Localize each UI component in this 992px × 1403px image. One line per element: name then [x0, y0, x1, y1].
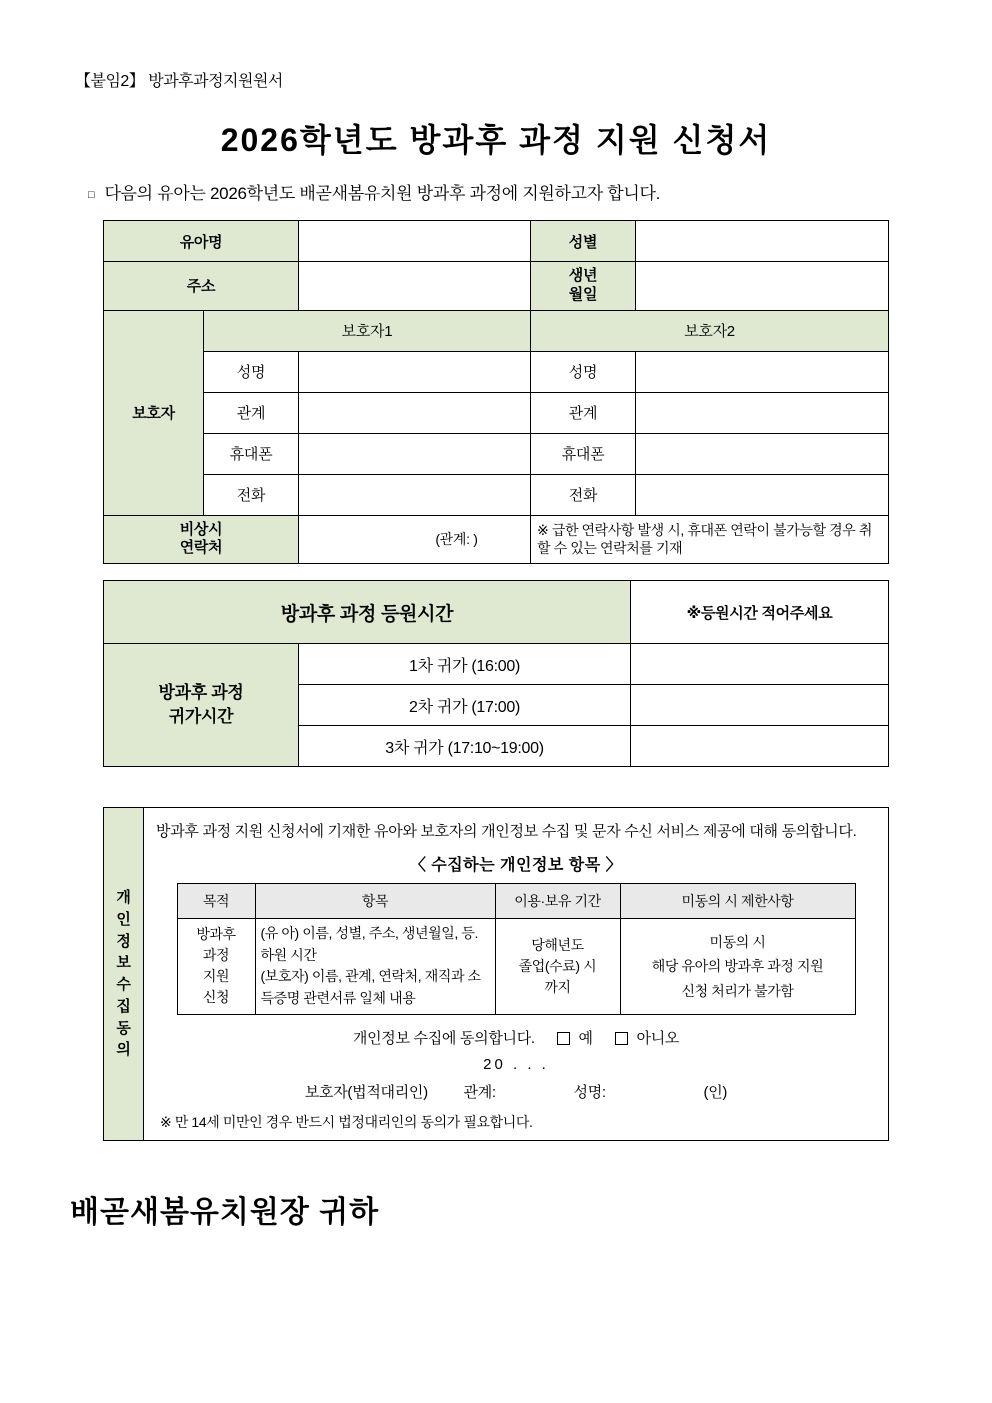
emergency-label-line2: 연락처 — [179, 539, 223, 557]
schedule-table — [103, 580, 889, 767]
arrival-time-note: ※등원시간 적어주세요 — [631, 581, 889, 644]
emergency-contact-note: ※ 급한 연락사항 발생 시, 휴대폰 연락이 불가능할 경우 취할 수 있는 연락처를 기재 — [531, 515, 889, 564]
consent-yes-checkbox[interactable] — [557, 1032, 570, 1045]
privacy-items-line1: (유 아) 이름, 성별, 주소, 생년월일, 등.하원 시간 — [260, 925, 479, 963]
consent-no-label: 아니오 — [636, 1029, 680, 1047]
spacer — [70, 564, 922, 580]
gender-value[interactable] — [636, 221, 889, 262]
signature-name-label[interactable]: 성명: — [573, 1083, 606, 1101]
intro-text: 다음의 유아는 2026학년도 배곧새봄유치원 방과후 과정에 지원하고자 합니다. — [104, 184, 661, 203]
privacy-body — [144, 808, 889, 1141]
guardian2-relation-value[interactable] — [636, 392, 889, 433]
page-title: 2026학년도 방과후 과정 지원 신청서 — [220, 122, 772, 158]
arrival-time-title: 방과후 과정 등원시간 — [103, 581, 630, 644]
privacy-header-items: 항목 — [255, 884, 495, 919]
table-row — [103, 392, 888, 433]
child-name-value[interactable] — [299, 221, 531, 262]
consent-no-checkbox[interactable] — [615, 1032, 628, 1045]
guardian2-name-value[interactable] — [636, 351, 889, 392]
privacy-footnote: ※ 만 14세 미만인 경우 반드시 법정대리인의 동의가 필요합니다. — [160, 1113, 533, 1130]
privacy-side-char: 집 — [116, 997, 131, 1015]
guardian1-relation-value[interactable] — [299, 392, 531, 433]
guardian2-relation-label: 관계 — [531, 392, 636, 433]
consent-row — [156, 1027, 876, 1048]
privacy-header-limit: 미동의 시 제한사항 — [620, 884, 855, 919]
guardian2-mobile-label: 휴대폰 — [531, 433, 636, 474]
guardian1-name-label: 성명 — [203, 351, 298, 392]
guardian1-phone-value[interactable] — [299, 474, 531, 515]
privacy-consent-table — [103, 807, 889, 1141]
table-row — [103, 262, 888, 311]
signature-relation-label[interactable]: 관계: — [463, 1083, 496, 1101]
table-row — [177, 919, 855, 1015]
date-line[interactable]: 20 . . . — [483, 1055, 549, 1073]
birthdate-label-line1: 생년 — [568, 267, 598, 284]
table-row — [103, 433, 888, 474]
privacy-purpose-line: 과정 — [202, 947, 230, 964]
table-row — [104, 808, 889, 1141]
table-row — [103, 221, 888, 262]
recipient-line: 배곧새봄유치원장 귀하 — [70, 1195, 380, 1229]
privacy-side-char: 수 — [116, 976, 131, 994]
emergency-contact-label — [103, 515, 298, 564]
table-row — [103, 474, 888, 515]
privacy-side-char: 동 — [116, 1019, 131, 1037]
bullet-icon: □ — [88, 188, 95, 201]
table-row — [103, 515, 888, 564]
privacy-header-period: 이용·보유 기간 — [495, 884, 620, 919]
consent-question: 개인정보 수집에 동의합니다. — [352, 1029, 535, 1047]
table-row — [103, 644, 888, 685]
consent-yes-label: 예 — [578, 1029, 593, 1047]
guardian1-mobile-value[interactable] — [299, 433, 531, 474]
privacy-items-line2: (보호자) 이름, 관계, 연락처, 재직과 소득증명 관련서류 일체 내용 — [260, 968, 481, 1007]
guardian1-phone-label: 전화 — [203, 474, 298, 515]
privacy-intro-text: 방과후 과정 지원 신청서에 기재한 유아와 보호자의 개인정보 수집 및 문자 수신 서비스 제공에 대해 동의합니다. — [156, 823, 857, 841]
privacy-period-line: 졸업(수료) 시 — [518, 957, 597, 974]
privacy-side-char: 보 — [116, 954, 131, 972]
signature-line — [156, 1081, 876, 1102]
guardian2-mobile-value[interactable] — [636, 433, 889, 474]
guardian1-relation-label: 관계 — [203, 392, 298, 433]
privacy-side-char: 의 — [116, 1041, 131, 1059]
privacy-side-label — [104, 808, 144, 1141]
address-label: 주소 — [103, 262, 298, 311]
privacy-subtitle: 〈 수집하는 개인정보 항목 〉 — [409, 857, 623, 875]
return-option-1-value[interactable] — [631, 644, 889, 685]
guardian1-label: 보호자1 — [203, 310, 530, 351]
guardian2-phone-value[interactable] — [636, 474, 889, 515]
gender-label: 성별 — [531, 221, 636, 262]
intro-paragraph — [88, 179, 922, 204]
privacy-side-char: 인 — [116, 910, 131, 928]
guardian2-phone-label: 전화 — [531, 474, 636, 515]
return-option-3-value[interactable] — [631, 726, 889, 767]
privacy-purpose-line: 지원 — [202, 968, 230, 985]
signature-guardian-label: 보호자(법적대리인) — [304, 1083, 428, 1101]
privacy-period-line: 까지 — [544, 978, 571, 995]
privacy-period-cell — [495, 919, 620, 1015]
signature-seal-label: (인) — [703, 1083, 728, 1101]
address-value[interactable] — [299, 262, 531, 311]
emergency-contact-value[interactable]: (관계: ) — [299, 515, 531, 564]
birthdate-label-line2: 월일 — [568, 285, 598, 303]
guardian2-name-label: 성명 — [531, 351, 636, 392]
guardian2-label: 보호자2 — [531, 310, 889, 351]
spacer — [70, 767, 922, 807]
privacy-purpose-line: 방과후 — [196, 926, 236, 943]
return-time-label — [103, 644, 298, 767]
table-row — [177, 884, 855, 919]
return-option-1-label: 1차 귀가 (16:00) — [298, 644, 630, 685]
emergency-label-line1: 비상시 — [179, 520, 223, 538]
privacy-limit-line: 신청 처리가 불가함 — [681, 982, 794, 999]
return-time-label-line2: 귀가시간 — [168, 707, 234, 727]
privacy-side-char: 정 — [116, 932, 131, 950]
privacy-purpose-line: 신청 — [202, 989, 230, 1006]
attachment-label: 【붙임2】 방과후과정지원원서 — [75, 73, 283, 90]
table-row — [103, 581, 888, 644]
privacy-limit-cell — [620, 919, 855, 1015]
return-option-2-label: 2차 귀가 (17:00) — [298, 685, 630, 726]
guardian1-name-value[interactable] — [299, 351, 531, 392]
return-option-3-label: 3차 귀가 (17:10~19:00) — [298, 726, 630, 767]
privacy-items-table — [177, 883, 856, 1015]
table-row — [103, 310, 888, 351]
applicant-info-table — [103, 220, 889, 564]
birthdate-value[interactable] — [636, 262, 889, 311]
table-row — [103, 351, 888, 392]
return-option-2-value[interactable] — [631, 685, 889, 726]
birthdate-label — [531, 262, 636, 311]
guardian-label: 보호자 — [103, 310, 203, 515]
child-name-label: 유아명 — [103, 221, 298, 262]
privacy-period-line: 당해년도 — [531, 936, 584, 953]
privacy-purpose-cell — [177, 919, 255, 1015]
return-time-label-line1: 방과후 과정 — [158, 683, 244, 703]
guardian1-mobile-label: 휴대폰 — [203, 433, 298, 474]
privacy-side-char: 개 — [116, 889, 131, 907]
privacy-header-purpose: 목적 — [177, 884, 255, 919]
privacy-limit-line: 해당 유아의 방과후 과정 지원 — [651, 958, 824, 975]
privacy-limit-line: 미동의 시 — [709, 933, 766, 950]
privacy-items-cell — [255, 919, 495, 1015]
